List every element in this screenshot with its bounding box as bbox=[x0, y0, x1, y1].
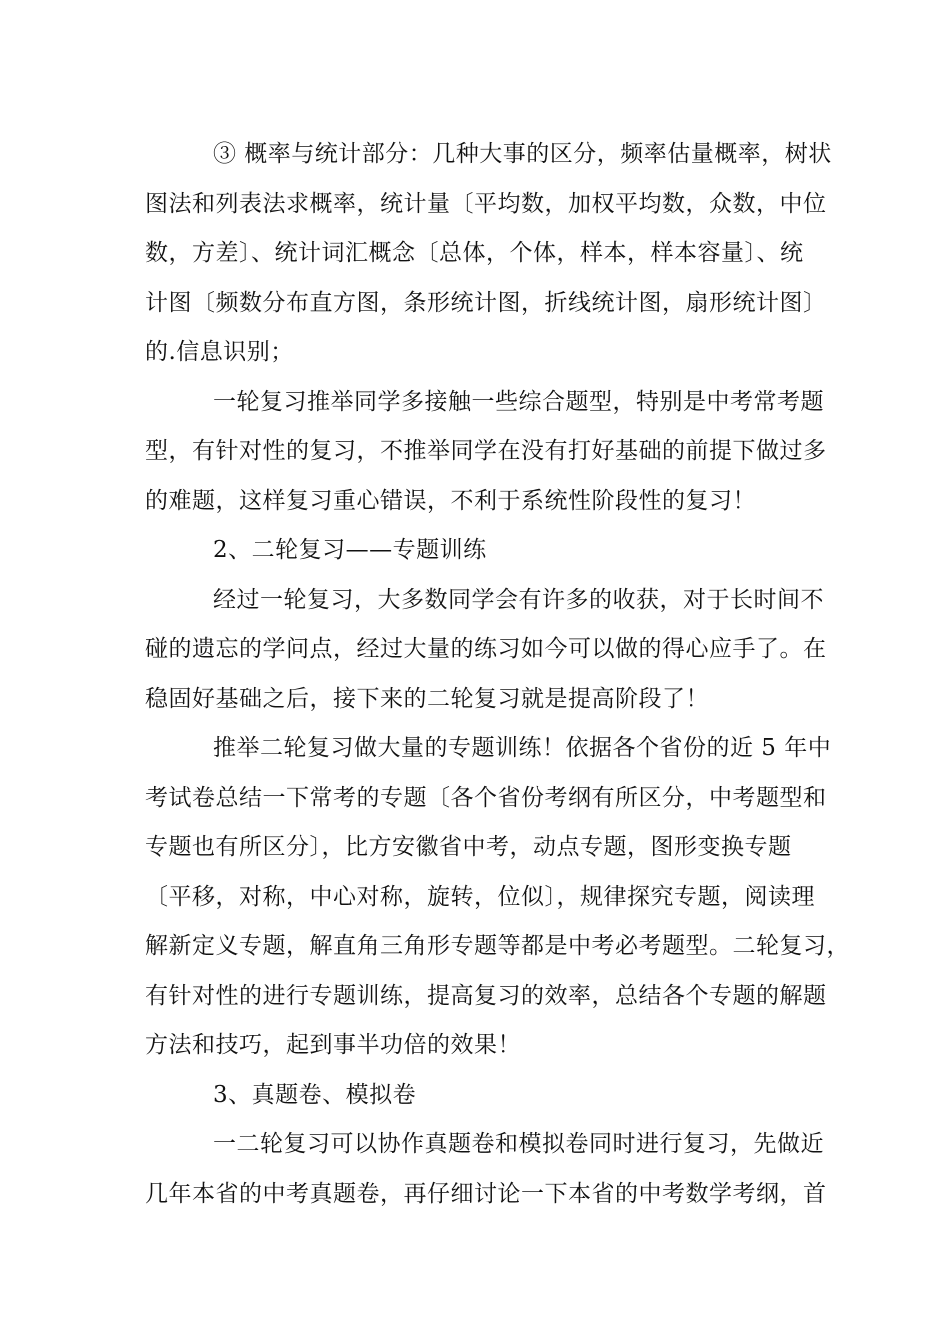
text-line: 的.信息识别； bbox=[145, 339, 294, 365]
text-line: 数，方差〕、统计词汇概念〔总体，个体，样本，样本容量〕、统 bbox=[145, 240, 804, 266]
text-line: 的难题，这样复习重心错误，不利于系统性阶段性的复习！ bbox=[145, 487, 756, 514]
text-line: 一二轮复习可以协作真题卷和模拟卷同时进行复习，先做近 bbox=[213, 1131, 824, 1157]
text-line: 〔平移，对称，中心对称，旋转，位似〕，规律探究专题，阅读理 bbox=[145, 883, 815, 910]
text-line: 经过一轮复习，大多数同学会有许多的收获，对于长时间不 bbox=[213, 586, 824, 613]
text-line: 专题也有所区分〕，比方安徽省中考，动点专题，图形变换专题 bbox=[145, 834, 792, 860]
text-line: 图法和列表法求概率，统计量〔平均数，加权平均数，众数，中位 bbox=[145, 190, 827, 217]
text-line: 方法和技巧，起到事半功倍的效果！ bbox=[145, 1032, 521, 1058]
text-line: 型，有针对性的复习，不推举同学在没有打好基础的前提下做过多 bbox=[145, 438, 827, 464]
text-line: 碰的遗忘的学问点，经过大量的练习如今可以做的得心应手了。在 bbox=[145, 636, 827, 662]
text-line: 计图〔频数分布直方图，条形统计图，折线统计图，扇形统计图〕 bbox=[145, 289, 827, 316]
text-line: 解新定义专题，解直角三角形专题等都是中考必考题型。二轮复习， bbox=[145, 933, 850, 959]
text-line: ③ 概率与统计部分：几种大事的区分，频率估量概率，树状 bbox=[213, 141, 832, 167]
document-body bbox=[145, 130, 850, 1219]
text-line: 几年本省的中考真题卷，再仔细讨论一下本省的中考数学考纲，首 bbox=[145, 1180, 827, 1207]
text-line: 考试卷总结一下常考的专题〔各个省份考纲有所区分，中考题型和 bbox=[145, 784, 827, 811]
text-line: 一轮复习推举同学多接触一些综合题型，特别是中考常考题 bbox=[213, 388, 824, 415]
text-line: 3、真题卷、模拟卷 bbox=[213, 1081, 417, 1108]
text-line: 稳固好基础之后，接下来的二轮复习就是提高阶段了！ bbox=[145, 685, 709, 712]
text-line: 有针对性的进行专题训练，提高复习的效率，总结各个专题的解题 bbox=[145, 982, 827, 1009]
text-line: 推举二轮复习做大量的专题训练！依据各个省份的近 5 年中 bbox=[213, 735, 832, 761]
text-line: 2、二轮复习——专题训练 bbox=[213, 537, 487, 563]
